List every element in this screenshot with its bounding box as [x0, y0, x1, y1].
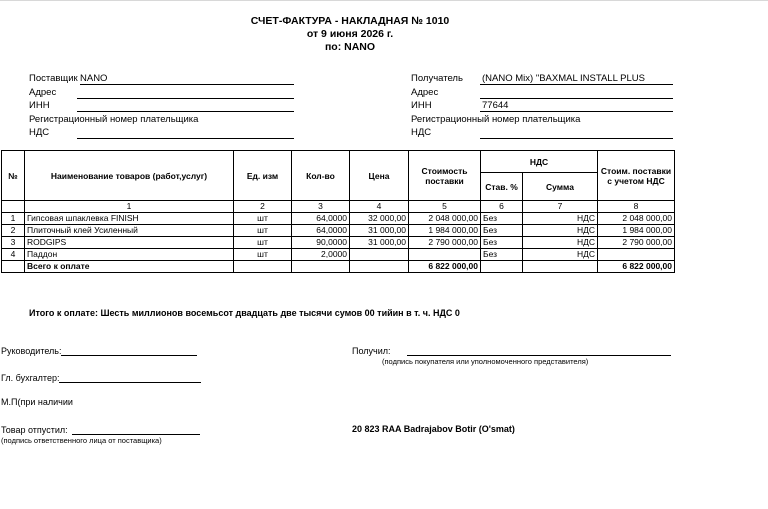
column-number: 7 [523, 201, 598, 213]
top-border [0, 0, 768, 1]
released-label: Товар отпустил: [1, 425, 68, 435]
supplier-address-label: Адрес [29, 86, 57, 98]
row-cost: 1 984 000,00 [409, 225, 481, 237]
total-label: Всего к оплате [25, 261, 234, 273]
column-number: 3 [292, 201, 350, 213]
row-qty: 2,0000 [292, 249, 350, 261]
buyer-inn-value: 77644 [482, 100, 509, 111]
supplier-vat-label: НДС [29, 127, 50, 138]
header-name: Наименование товаров (работ,услуг) [25, 151, 234, 201]
released-hint: (подпись ответственного лица от поставщика) [1, 436, 162, 445]
column-number: 2 [234, 201, 292, 213]
document-title [190, 15, 510, 54]
row-cost: 2 048 000,00 [409, 213, 481, 225]
received-hint: (подпись покупателя или уполномоченного представителя) [382, 357, 589, 366]
column-number: 5 [409, 201, 481, 213]
row-vat-sum: НДС [523, 249, 598, 261]
table-row [2, 225, 675, 237]
row-total: 2 048 000,00 [598, 213, 675, 225]
released-signature [1, 424, 200, 435]
row-vat-sum: НДС [523, 213, 598, 225]
row-unit: шт [234, 213, 292, 225]
receiver-name: 20 823 RAA Badrajabov Botir (O'smat) [352, 424, 515, 434]
column-number: 4 [350, 201, 409, 213]
buyer-address-label: Адрес [411, 86, 439, 98]
row-name: Паддон [25, 249, 234, 261]
table-row [2, 237, 675, 249]
row-vat-rate: Без [481, 225, 523, 237]
buyer-reg-label: Регистрационный номер плательщика [411, 113, 581, 125]
column-number: 1 [25, 201, 234, 213]
director-label: Руководитель: [1, 346, 62, 356]
header-price: Цена [350, 151, 409, 201]
supplier-label: Поставщик [29, 73, 78, 84]
row-vat-rate: Без [481, 213, 523, 225]
row-unit: шт [234, 237, 292, 249]
row-vat-sum: НДС [523, 237, 598, 249]
row-name: RODGIPS [25, 237, 234, 249]
header-unit: Ед. изм [234, 151, 292, 201]
row-price [350, 249, 409, 261]
column-number: 8 [598, 201, 675, 213]
header-vat-rate: Став. % [481, 173, 523, 201]
row-unit: шт [234, 225, 292, 237]
row-qty: 90,0000 [292, 237, 350, 249]
row-price: 31 000,00 [350, 237, 409, 249]
supplier-value: NANO [80, 73, 108, 84]
row-cost: 2 790 000,00 [409, 237, 481, 249]
items-table [1, 150, 675, 273]
buyer-vat-underline [480, 138, 673, 139]
accountant-label: Гл. бухгалтер: [1, 373, 60, 383]
buyer-label: Получатель [411, 73, 463, 84]
row-total: 2 790 000,00 [598, 237, 675, 249]
row-price: 31 000,00 [350, 225, 409, 237]
row-qty: 64,0000 [292, 225, 350, 237]
buyer-inn-label: ИНН [411, 100, 432, 111]
row-cost [409, 249, 481, 261]
column-number: 6 [481, 201, 523, 213]
row-vat-sum: НДС [523, 225, 598, 237]
table-row [2, 249, 675, 261]
accountant-line [59, 372, 201, 383]
header-vat-sum: Сумма [523, 173, 598, 201]
accountant-signature [1, 372, 201, 383]
row-price: 32 000,00 [350, 213, 409, 225]
buyer-value: (NANO Mix) "BAXMAL INSTALL PLUS [482, 73, 645, 84]
row-no: 3 [2, 237, 25, 249]
table-row [2, 213, 675, 225]
released-line [72, 424, 200, 435]
row-total [598, 249, 675, 261]
row-vat-rate: Без [481, 237, 523, 249]
supplier-reg-label: Регистрационный номер плательщика [29, 113, 199, 125]
row-unit: шт [234, 249, 292, 261]
supplier-inn-label: ИНН [29, 100, 50, 111]
received-label: Получил: [352, 346, 391, 356]
header-vat: НДС [481, 151, 598, 173]
row-name: Плиточный клей Усиленный [25, 225, 234, 237]
title-line-3: по: NANO [324, 41, 376, 53]
total-in-words: Итого к оплате: Шесть миллионов восемьсот двадцать две тысячи сумов 00 тийин в т. ч. НДС 0 [29, 308, 460, 318]
row-total: 1 984 000,00 [598, 225, 675, 237]
row-vat-rate: Без [481, 249, 523, 261]
header-no: № [2, 151, 25, 201]
total-row [2, 261, 675, 273]
total-with-vat: 6 822 000,00 [598, 261, 675, 273]
row-qty: 64,0000 [292, 213, 350, 225]
header-total: Стоим. поставки с учетом НДС [598, 151, 675, 201]
buyer-vat-label: НДС [411, 127, 432, 138]
title-line-2: от 9 июня 2026 г. [306, 28, 394, 40]
row-no: 4 [2, 249, 25, 261]
header-cost: Стоимость поставки [409, 151, 481, 201]
row-name: Гипсовая шпаклевка FINISH [25, 213, 234, 225]
supplier-vat-underline [77, 138, 294, 139]
row-no: 2 [2, 225, 25, 237]
header-qty: Кол-во [292, 151, 350, 201]
received-signature [352, 345, 671, 356]
stamp-label: М.П(при наличии [1, 397, 73, 407]
received-line [407, 345, 671, 356]
column-number-row [2, 201, 675, 213]
buyer-block [411, 72, 676, 140]
total-cost: 6 822 000,00 [409, 261, 481, 273]
supplier-block [29, 72, 299, 140]
title-line-1: СЧЕТ-ФАКТУРА - НАКЛАДНАЯ № 1010 [250, 15, 450, 27]
director-line [61, 345, 197, 356]
row-no: 1 [2, 213, 25, 225]
director-signature [1, 345, 197, 356]
